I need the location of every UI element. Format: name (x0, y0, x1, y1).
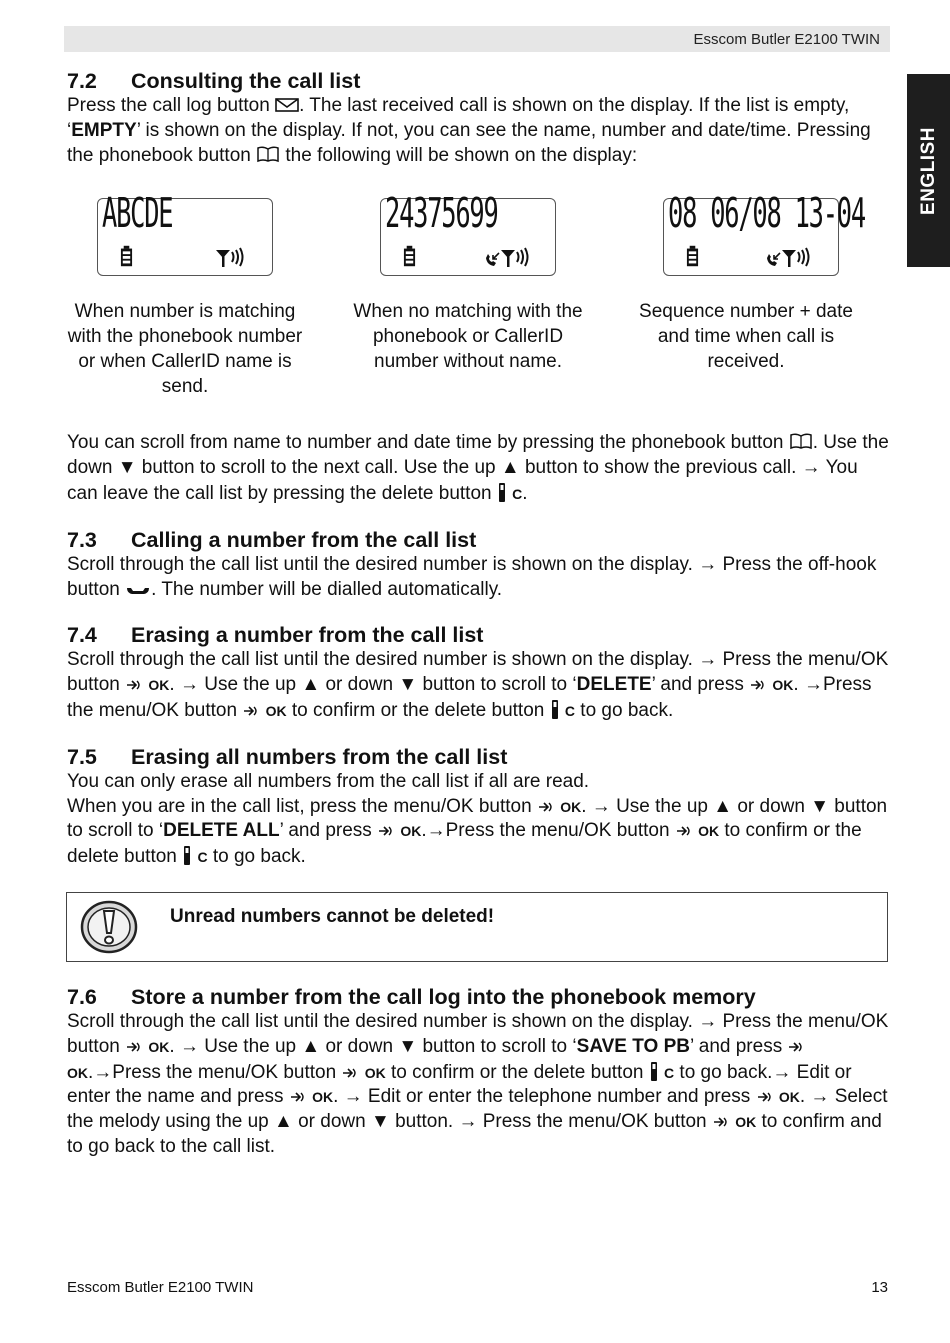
text: Scroll through the call list until the desired number is shown on the display. → Press the off-hook button (67, 553, 877, 600)
section-number: 7.2 (67, 69, 97, 93)
text: When you are in the call list, press the menu/OK button (67, 795, 537, 817)
battery-icon (120, 245, 133, 267)
delete-handset-icon (649, 1060, 659, 1082)
delete-handset-icon (550, 698, 560, 720)
menu-ok-icon (749, 678, 767, 692)
text: .→Press the menu/OK button (421, 820, 675, 842)
incoming-call-icon (765, 252, 781, 268)
section-number: 7.5 (67, 744, 97, 769)
section-heading-7-2 (67, 68, 889, 94)
section-number: 7.6 (67, 984, 97, 1009)
display-examples (67, 184, 889, 432)
menu-ok-icon (125, 1040, 143, 1054)
text: . →Press the menu/OK button (67, 674, 872, 721)
keyword: SAVE TO PB (576, 1035, 690, 1057)
section-heading-7-5 (67, 744, 889, 770)
section-title: Store a number from the call log into the phonebook memory (131, 984, 756, 1009)
off-hook-icon (125, 583, 151, 597)
text: . (522, 482, 528, 504)
text: to confirm or the delete button (286, 699, 550, 721)
keyword: EMPTY (71, 119, 137, 141)
text: Scroll through the call list until the desired number is shown on the display. → Press the menu/OK button (67, 1010, 889, 1057)
warning-icon (79, 899, 139, 955)
lcd-text: 08 06/08 13-04 (668, 189, 865, 238)
menu-ok-icon (289, 1090, 307, 1104)
ok-label: OK (148, 1038, 170, 1055)
ok-label: OK (148, 677, 170, 694)
text: You can scroll from name to number and date time by pressing the phonebook button (67, 432, 789, 454)
menu-ok-icon (242, 704, 260, 718)
lcd-text: ABCDE (102, 189, 173, 238)
section-title: Calling a number from the call list (131, 527, 477, 552)
lcd-display-datetime (663, 189, 865, 276)
display-caption: When no matching with the phonebook or CallerID number without name. (353, 301, 583, 372)
section-title: Erasing all numbers from the call list (131, 744, 508, 769)
section-heading-7-3 (67, 527, 889, 553)
text: . Use the down ▼ button to scroll to the next call. Use the up ▲ button to show the previous call. → You can leave the call list by pressing the delete button (67, 432, 889, 504)
ok-label: OK (364, 1064, 386, 1081)
delete-handset-icon (497, 481, 507, 503)
text: ’ is shown on the display. If not, you can see the name, number and date/time. Pressing the phonebook button (67, 119, 871, 166)
text: ’ and press (651, 674, 750, 696)
text: Scroll through the call list until the desired number is shown on the display. → Press the menu/OK button (67, 649, 889, 696)
menu-ok-icon (787, 1040, 805, 1054)
lcd-text: 24375699 (385, 189, 498, 238)
text: to confirm or the delete button (385, 1061, 649, 1083)
ok-label: OK (698, 823, 720, 840)
text: to go back.→ Edit or enter the name and press (67, 1061, 852, 1108)
delete-handset-icon (182, 844, 192, 866)
text: Press the call log button (67, 95, 276, 116)
delete-key-label: C (197, 849, 208, 866)
warning-text: Unread numbers cannot be deleted! (170, 905, 495, 927)
section-number: 7.3 (67, 527, 97, 552)
main-content (67, 68, 889, 1160)
ok-label: OK (67, 1064, 88, 1081)
text: . The number will be dialled automatically. (151, 578, 503, 600)
paragraph (67, 648, 889, 723)
footer-product-name: Esscom Butler E2100 TWIN (67, 1279, 254, 1296)
section-heading-7-6 (67, 984, 889, 1010)
battery-icon (403, 245, 416, 267)
phonebook-icon (256, 145, 280, 163)
keyword: DELETE (576, 674, 652, 696)
text: . → Use the up ▲ or down ▼ button to scroll to ‘ (67, 795, 888, 842)
section-title: Erasing a number from the call list (131, 623, 484, 648)
ok-label: OK (265, 702, 287, 719)
paragraph (67, 431, 889, 506)
ok-label: OK (735, 1114, 757, 1131)
display-caption: Sequence number + date and time when call is received. (639, 301, 853, 372)
menu-ok-icon (125, 678, 143, 692)
menu-ok-icon (537, 800, 555, 814)
delete-key-label: C (664, 1064, 675, 1081)
incoming-call-icon (484, 252, 500, 268)
phonebook-icon (789, 432, 813, 450)
section-number: 7.4 (67, 623, 97, 648)
signal-icon (214, 246, 244, 268)
text: . → Select the melody using the up ▲ or down ▼ button. → Press the menu/OK button (67, 1086, 888, 1133)
paragraph (67, 795, 889, 870)
display-caption: When number is matching with the phonebook number or when CallerID name is send. (67, 301, 303, 397)
text: to go back. (207, 846, 306, 868)
text: to go back. (575, 699, 674, 721)
paragraph (67, 94, 889, 168)
text: . → Use the up ▲ or down ▼ button to scroll to ‘ (169, 674, 577, 696)
paragraph (67, 1010, 889, 1160)
page-header (64, 26, 890, 52)
text: . → Edit or enter the telephone number and press (333, 1086, 756, 1108)
battery-icon (686, 245, 699, 267)
ok-label: OK (312, 1089, 334, 1106)
section-heading-7-4 (67, 622, 889, 648)
envelope-icon (275, 97, 299, 113)
menu-ok-icon (675, 824, 693, 838)
text: . The last received call is shown on the display. If the list is empty, ‘ (67, 95, 850, 141)
delete-key-label: C (512, 485, 523, 502)
text: . → Use the up ▲ or down ▼ button to scroll to ‘ (169, 1035, 577, 1057)
lcd-display-name (97, 189, 273, 276)
menu-ok-icon (377, 824, 395, 838)
delete-key-label: C (564, 702, 576, 719)
section-title: Consulting the call list (131, 69, 361, 93)
text: to confirm and to go back to the call list. (67, 1111, 882, 1157)
ok-label: OK (778, 1089, 800, 1106)
text: ’ and press (689, 1035, 788, 1057)
ok-label: OK (400, 823, 422, 840)
page-number: 13 (871, 1279, 888, 1296)
signal-icon (780, 246, 810, 268)
menu-ok-icon (341, 1066, 359, 1080)
keyword: DELETE ALL (163, 820, 280, 842)
menu-ok-icon (756, 1090, 774, 1104)
text: ’ and press (279, 820, 378, 842)
text: the following will be shown on the display: (280, 144, 638, 166)
ok-label: OK (560, 798, 582, 815)
lcd-display-number (380, 189, 556, 276)
language-tab (907, 74, 950, 267)
header-title: Esscom Butler E2100 TWIN (693, 31, 880, 48)
paragraph (67, 553, 889, 603)
signal-icon (499, 246, 529, 268)
paragraph: You can only erase all numbers from the call list if all are read. (67, 770, 590, 792)
warning-box (66, 892, 888, 962)
language-label: ENGLISH (917, 126, 939, 215)
text: to confirm or the delete button (67, 820, 862, 868)
ok-label: OK (772, 677, 794, 694)
menu-ok-icon (712, 1115, 730, 1129)
text: .→Press the menu/OK button (88, 1061, 342, 1083)
